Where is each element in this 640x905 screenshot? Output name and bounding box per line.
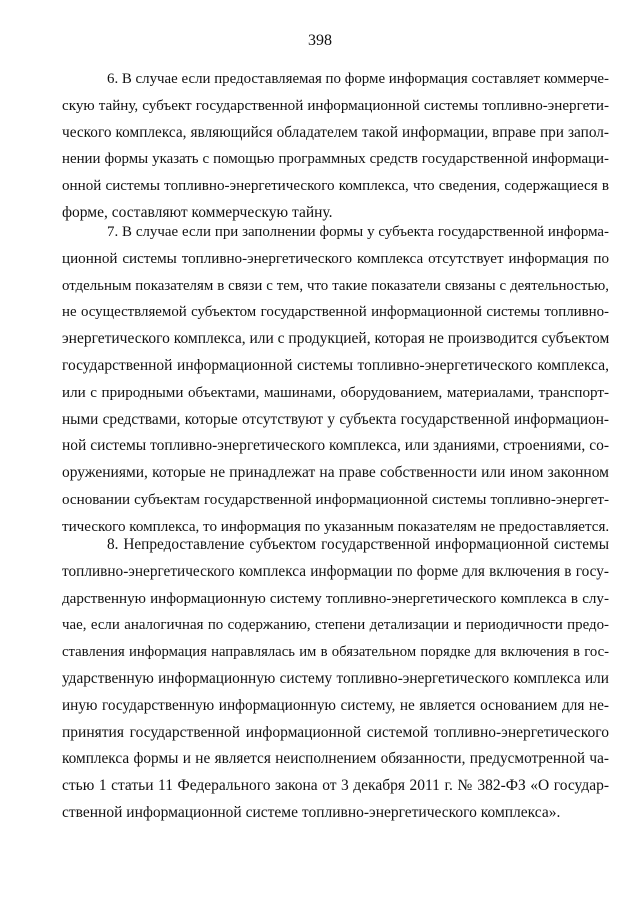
page-number: 398 <box>308 32 332 49</box>
paragraph-line: ными средствами, которые отсутствуют у субъекта государственной информацион- <box>62 410 609 428</box>
paragraph-line: топливно-энергетического комплекса информации по форме для включения в госу- <box>62 562 609 580</box>
paragraph-6 <box>62 66 609 227</box>
paragraph-line: скую тайну, субъект государственной информационной системы топливно-энергети- <box>62 97 609 114</box>
paragraph-line: 6. В случае если предоставляемая по форме информация составляет коммерче- <box>107 71 609 87</box>
paragraph-line: ционной системы топливно-энергетического комплекса отсутствует информация по <box>62 250 609 267</box>
paragraph-line: или с природными объектами, машинами, оборудованием, материалами, транспорт- <box>62 384 609 401</box>
paragraph-line: основании субъектам государственной информационной системы топливно-энергет- <box>62 491 609 508</box>
paragraph-line: 7. В случае если при заполнении формы у субъекта государственной информа- <box>107 224 609 240</box>
paragraph-7 <box>62 219 609 541</box>
paragraph-line: иную государственную информационную систему, не является основанием для не- <box>62 696 609 714</box>
paragraph-line: дарственную информационную систему топливно-энергетического комплекса в слу- <box>62 590 609 607</box>
paragraph-line: ной системы топливно-энергетического комплекса, или зданиями, строениями, со- <box>62 437 609 455</box>
paragraph-line: ственной информационной системе топливно-энергетического комплекса». <box>62 803 561 821</box>
paragraph-line: 8. Непредоставление субъектом государственной информационной системы <box>107 536 609 553</box>
paragraph-line: энергетического комплекса, или с продукцией, которая не производится субъектом <box>62 330 610 348</box>
paragraph-line: принятия государственной информационной системой топливно-энергетического <box>62 723 609 741</box>
paragraph-line: оружениями, которые не принадлежат на праве собственности или ином законном <box>62 464 609 482</box>
paragraph-line: комплекса формы и не является неисполнением обязанности, предусмотренной ча- <box>62 750 609 768</box>
paragraph-line: государственной информационной системы топливно-энергетического комплекса, <box>62 356 609 374</box>
paragraph-line: ставления информация направлялась им в обязательном порядке для включения в гос- <box>62 644 609 661</box>
paragraph-line: онной системы топливно-энергетического комплекса, что сведения, содержащиеся в <box>62 178 609 195</box>
paragraph-line: ческого комплекса, являющийся обладателем такой информации, вправе при запол- <box>62 123 609 141</box>
paragraph-line: чае, если аналогичная по содержанию, степени детализации и периодичности предо- <box>62 617 609 634</box>
paragraph-line: нении формы указать с помощью программных средств государственной информаци- <box>62 151 609 168</box>
paragraph-line: ударственную информационную систему топливно-энергетического комплекса или <box>62 669 609 687</box>
paragraph-8 <box>62 532 609 827</box>
paragraph-line: не осуществляемой субъектом государственной информационной системы топливно- <box>62 304 609 321</box>
paragraph-line: стью 1 статьи 11 Федерального закона от 3 декабря 2011 г. № 382-ФЗ «О государ- <box>62 777 609 795</box>
paragraph-line: тического комплекса, то информация по указанным показателям не предоставляется. <box>62 518 610 535</box>
paragraph-line: форме, составляют коммерческую тайну. <box>62 203 333 221</box>
paragraph-line: отдельным показателям в связи с тем, что такие показатели связаны с деятельностью, <box>62 277 609 294</box>
